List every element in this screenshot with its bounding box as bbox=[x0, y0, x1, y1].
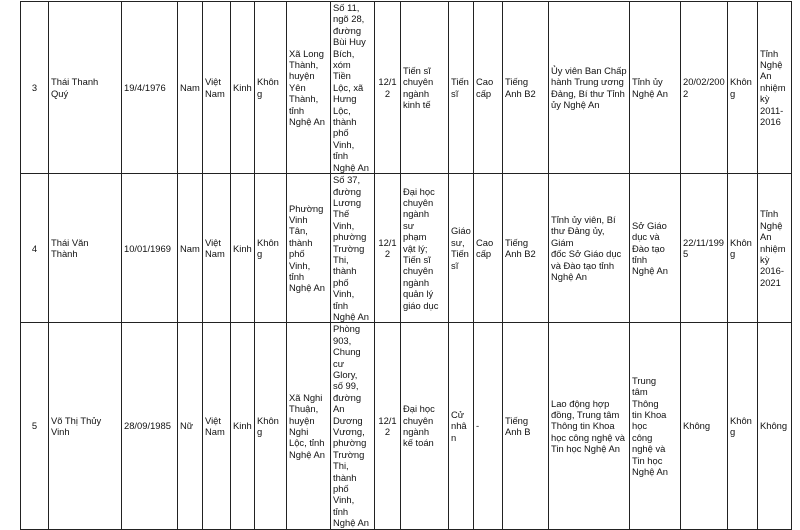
cell-dan-toc: Kinh bbox=[231, 323, 255, 529]
cell-dbqh: Không bbox=[728, 174, 758, 323]
cell-hdnd: Tỉnh Nghệ An nhiệm kỳ 2016- 2021 bbox=[758, 174, 792, 323]
cell-quoc-tich: Việt Nam bbox=[203, 323, 231, 529]
cell-chuc-vu: Lao động hợp đồng, Trung tâm Thông tin Khoa học công nghệ và Tin học Nghệ An bbox=[549, 323, 630, 529]
cell-chuyen-mon: Tiến sĩ chuyên ngành kinh tế bbox=[401, 2, 449, 174]
cell-quoc-tich: Việt Nam bbox=[203, 174, 231, 323]
cell-ly-luan: Cao cấp bbox=[474, 2, 503, 174]
cell-ngoai-ngu: Tiếng Anh B2 bbox=[503, 2, 549, 174]
cell-chuc-vu: Ủy viên Ban Chấp hành Trung ương Đảng, Bí thư Tỉnh ủy Nghệ An bbox=[549, 2, 630, 174]
cell-ngay-sinh: 10/01/1969 bbox=[122, 174, 178, 323]
cell-dbqh: Không bbox=[728, 323, 758, 529]
cell-chuyen-mon: Đại học chuyên ngành sư phạm vật lý; Tiến sĩ chuyên ngành quản lý giáo dục bbox=[401, 174, 449, 323]
cell-dan-toc: Kinh bbox=[231, 2, 255, 174]
cell-dbqh: Không bbox=[728, 2, 758, 174]
cell-gioi-tinh: Nữ bbox=[178, 323, 203, 529]
cell-giao-duc: 12/12 bbox=[375, 2, 401, 174]
cell-ngay-vao-dang: 22/11/1995 bbox=[681, 174, 728, 323]
cell-stt: 3 bbox=[21, 2, 49, 174]
cell-ngoai-ngu: Tiếng Anh B2 bbox=[503, 174, 549, 323]
cell-que-quan: Phường Vinh Tân, thành phố Vinh, tỉnh Nghệ An bbox=[287, 174, 331, 323]
cell-giao-duc: 12/12 bbox=[375, 323, 401, 529]
cell-ngay-vao-dang: 20/02/2002 bbox=[681, 2, 728, 174]
cell-ngay-vao-dang: Không bbox=[681, 323, 728, 529]
cell-ton-giao: Không bbox=[255, 323, 287, 529]
cell-noi-cong-tac: Tỉnh ủy Nghệ An bbox=[630, 2, 681, 174]
cell-gioi-tinh: Nam bbox=[178, 2, 203, 174]
cell-noi-cong-tac: Sở Giáo dục và Đào tạo tỉnh Nghệ An bbox=[630, 174, 681, 323]
cell-hdnd: Tỉnh Nghệ An nhiệm kỳ 2011- 2016 bbox=[758, 2, 792, 174]
cell-quoc-tich: Việt Nam bbox=[203, 2, 231, 174]
cell-giao-duc: 12/12 bbox=[375, 174, 401, 323]
cell-stt: 5 bbox=[21, 323, 49, 529]
cell-que-quan: Xã Nghi Thuận, huyện Nghi Lộc, tỉnh Nghệ An bbox=[287, 323, 331, 529]
table-row bbox=[21, 174, 792, 323]
cell-que-quan: Xã Long Thành, huyện Yên Thành, tỉnh Nghệ An bbox=[287, 2, 331, 174]
cell-noi-o: Phòng 903, Chung cư Glory, số 99, đường An Dương Vương, phường Trường Thi, thành phố Vinh, tỉnh Nghệ An bbox=[331, 323, 375, 529]
cell-stt: 4 bbox=[21, 174, 49, 323]
cell-hoc-ham: Tiến sĩ bbox=[449, 2, 474, 174]
cell-dan-toc: Kinh bbox=[231, 174, 255, 323]
cell-noi-o: Số 11, ngõ 28, đường Bùi Huy Bích, xóm Tiền Lộc, xã Hưng Lộc, thành phố Vinh, tỉnh Nghệ An bbox=[331, 2, 375, 174]
cell-ngoai-ngu: Tiếng Anh B bbox=[503, 323, 549, 529]
cell-chuyen-mon: Đại học chuyên ngành kế toán bbox=[401, 323, 449, 529]
cell-hoc-ham: Cử nhân bbox=[449, 323, 474, 529]
cell-ngay-sinh: 28/09/1985 bbox=[122, 323, 178, 529]
cell-chuc-vu: Tỉnh ủy viên, Bí thư Đảng ủy, Giám đốc Sở Giáo dục và Đào tạo tỉnh Nghệ An bbox=[549, 174, 630, 323]
cell-ly-luan: Cao cấp bbox=[474, 174, 503, 323]
cell-ho-ten: Thái Văn Thành bbox=[49, 174, 122, 323]
cell-noi-o: Số 37, đường Lương Thế Vinh, phường Trường Thi, thành phố Vinh, tỉnh Nghệ An bbox=[331, 174, 375, 323]
cell-hoc-ham: Giáo sư, Tiến sĩ bbox=[449, 174, 474, 323]
cell-ton-giao: Không bbox=[255, 2, 287, 174]
table-row bbox=[21, 323, 792, 529]
cell-ly-luan: - bbox=[474, 323, 503, 529]
cell-ho-ten: Thái Thanh Quý bbox=[49, 2, 122, 174]
cell-gioi-tinh: Nam bbox=[178, 174, 203, 323]
cell-ngay-sinh: 19/4/1976 bbox=[122, 2, 178, 174]
candidate-table bbox=[20, 1, 792, 530]
cell-noi-cong-tac: Trung tâm Thông tin Khoa học công nghệ và Tin học Nghệ An bbox=[630, 323, 681, 529]
cell-ton-giao: Không bbox=[255, 174, 287, 323]
table-row bbox=[21, 2, 792, 174]
cell-ho-ten: Võ Thị Thủy Vinh bbox=[49, 323, 122, 529]
cell-hdnd: Không bbox=[758, 323, 792, 529]
